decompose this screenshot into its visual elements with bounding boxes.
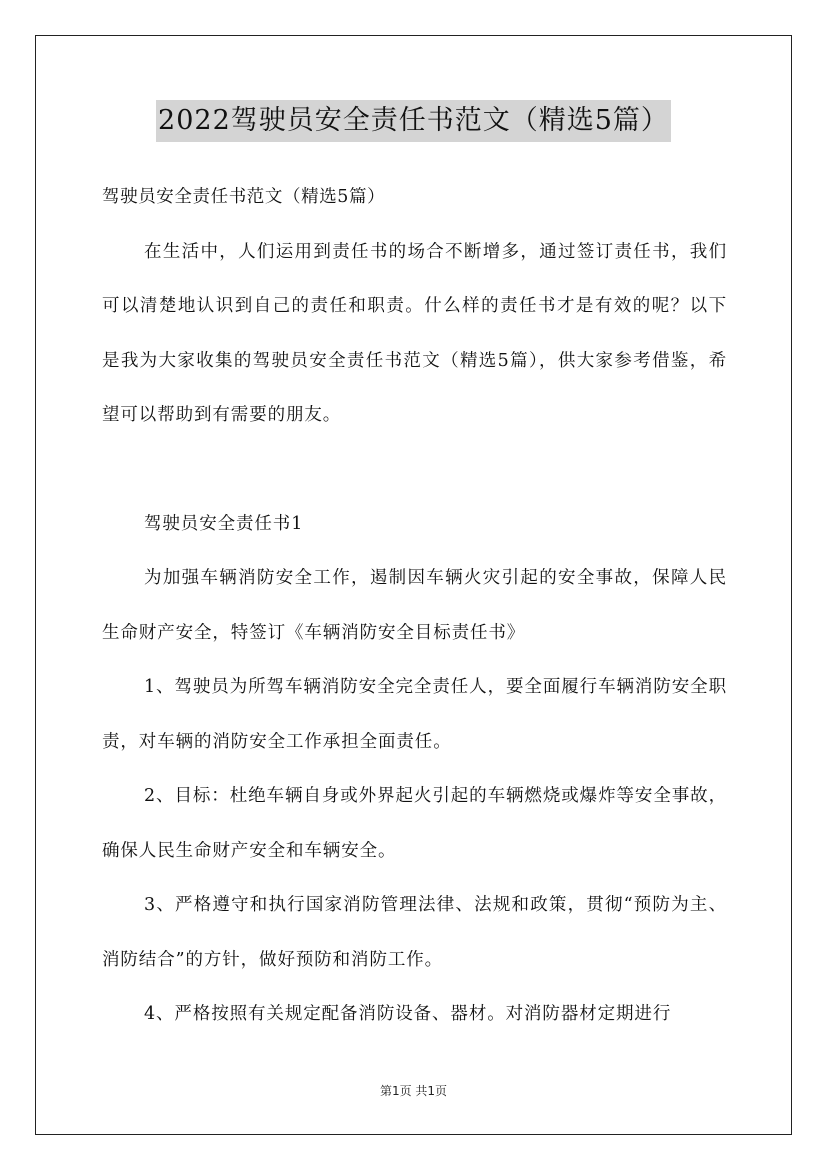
clause-1: 1、驾驶员为所驾车辆消防安全完全责任人，要全面履行车辆消防安全职责，对车辆的消防安全工作承担全面责任。 bbox=[102, 677, 727, 752]
intro-paragraph: 在生活中，人们运用到责任书的场合不断增多，通过签订责任书，我们可以清楚地认识到自己的责任和职责。什么样的责任书才是有效的呢？以下是我为大家收集的驾驶员安全责任书范文（精选5篇），供大家参考借鉴，希望可以帮助到有需要的朋友。 bbox=[102, 241, 727, 425]
title-container bbox=[0, 100, 827, 142]
document-body bbox=[102, 170, 727, 1042]
document-subtitle: 驾驶员安全责任书范文（精选5篇） bbox=[102, 187, 386, 207]
section-heading: 驾驶员安全责任书1 bbox=[144, 513, 304, 534]
clause-2: 2、目标：杜绝车辆自身或外界起火引起的车辆燃烧或爆炸等安全事故，确保人民生命财产安全和车辆安全。 bbox=[102, 786, 727, 861]
clause-3: 3、严格遵守和执行国家消防管理法律、法规和政策，贯彻“预防为主、消防结合”的方针，做好预防和消防工作。 bbox=[102, 895, 727, 970]
body-paragraph: 为加强车辆消防安全工作，遏制因车辆火灾引起的安全事故，保障人民生命财产安全，特签订《车辆消防安全目标责任书》 bbox=[102, 568, 727, 643]
page-footer: 第1页 共1页 bbox=[379, 1084, 448, 1098]
blank-spacer bbox=[102, 443, 727, 497]
document-title: 2022驾驶员安全责任书范文（精选5篇） bbox=[156, 100, 671, 142]
clause-4: 4、严格按照有关规定配备消防设备、器材。对消防器材定期进行 bbox=[144, 1004, 672, 1024]
